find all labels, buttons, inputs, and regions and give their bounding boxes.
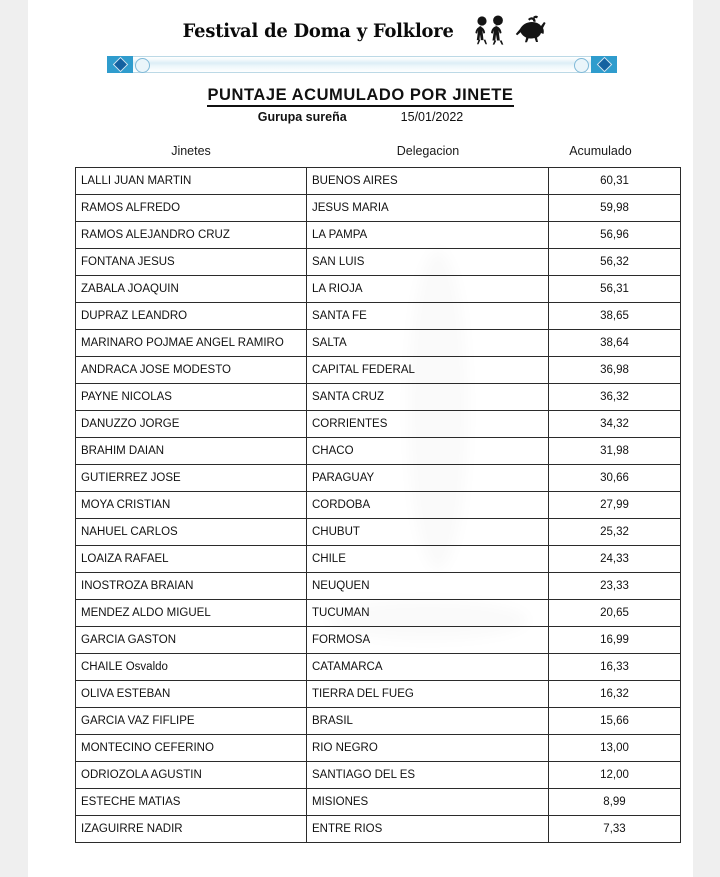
score-table (75, 167, 681, 843)
cell-delegacion: TUCUMAN (307, 600, 549, 627)
medal-ornament-icon (574, 58, 589, 73)
table-row[interactable] (76, 654, 681, 681)
cell-jinete: RAMOS ALFREDO (76, 195, 307, 222)
column-header-delegacion: Delegacion (396, 144, 460, 158)
cell-acumulado: 36,32 (549, 384, 681, 411)
cell-jinete: IZAGUIRRE NADIR (76, 816, 307, 843)
banner-left-ornament (107, 56, 133, 73)
cell-jinete: MONTECINO CEFERINO (76, 735, 307, 762)
festival-masthead (28, 14, 693, 76)
medal-ornament-icon (135, 58, 150, 73)
cell-delegacion: CHACO (307, 438, 549, 465)
cell-jinete: ZABALA JOAQUIN (76, 276, 307, 303)
cell-delegacion: SANTA CRUZ (307, 384, 549, 411)
cell-jinete: INOSTROZA BRAIAN (76, 573, 307, 600)
cell-acumulado: 23,33 (549, 573, 681, 600)
cell-delegacion: LA RIOJA (307, 276, 549, 303)
table-row[interactable] (76, 816, 681, 843)
cell-jinete: CHAILE Osvaldo (76, 654, 307, 681)
cell-jinete: MENDEZ ALDO MIGUEL (76, 600, 307, 627)
table-row[interactable] (76, 357, 681, 384)
cell-acumulado: 34,32 (549, 411, 681, 438)
cell-acumulado: 56,96 (549, 222, 681, 249)
festival-title: Festival de Doma y Folklore (182, 20, 455, 42)
cell-delegacion: CORDOBA (307, 492, 549, 519)
cell-delegacion: MISIONES (307, 789, 549, 816)
cell-delegacion: TIERRA DEL FUEG (307, 681, 549, 708)
cell-jinete: BRAHIM DAIAN (76, 438, 307, 465)
table-row[interactable] (76, 762, 681, 789)
cell-delegacion: SANTA FE (307, 303, 549, 330)
score-table-body (76, 168, 681, 843)
cell-delegacion: JESUS MARIA (307, 195, 549, 222)
cell-acumulado: 7,33 (549, 816, 681, 843)
table-row[interactable] (76, 330, 681, 357)
cell-acumulado: 31,98 (549, 438, 681, 465)
cell-jinete: FONTANA JESUS (76, 249, 307, 276)
table-row[interactable] (76, 303, 681, 330)
table-row[interactable] (76, 492, 681, 519)
cell-delegacion: SANTIAGO DEL ES (307, 762, 549, 789)
cell-acumulado: 59,98 (549, 195, 681, 222)
cell-jinete: ESTECHE MATIAS (76, 789, 307, 816)
cell-acumulado: 30,66 (549, 465, 681, 492)
table-row[interactable] (76, 411, 681, 438)
cell-delegacion: PARAGUAY (307, 465, 549, 492)
cell-delegacion: FORMOSA (307, 627, 549, 654)
cell-acumulado: 56,32 (549, 249, 681, 276)
cell-delegacion: ENTRE RIOS (307, 816, 549, 843)
table-row[interactable] (76, 249, 681, 276)
table-row[interactable] (76, 222, 681, 249)
table-row[interactable] (76, 735, 681, 762)
column-header-acumulado: Acumulado (569, 144, 632, 158)
cell-delegacion: CORRIENTES (307, 411, 549, 438)
table-row[interactable] (76, 627, 681, 654)
table-row[interactable] (76, 168, 681, 195)
cell-acumulado: 38,64 (549, 330, 681, 357)
table-row[interactable] (76, 546, 681, 573)
table-row[interactable] (76, 573, 681, 600)
table-row[interactable] (76, 789, 681, 816)
cell-acumulado: 15,66 (549, 708, 681, 735)
cell-jinete: MOYA CRISTIAN (76, 492, 307, 519)
cell-delegacion: LA PAMPA (307, 222, 549, 249)
cell-jinete: NAHUEL CARLOS (76, 519, 307, 546)
cell-acumulado: 27,99 (549, 492, 681, 519)
cell-acumulado: 36,98 (549, 357, 681, 384)
cell-jinete: DUPRAZ LEANDRO (76, 303, 307, 330)
cell-acumulado: 20,65 (549, 600, 681, 627)
page-title (28, 86, 693, 105)
cell-acumulado: 56,31 (549, 276, 681, 303)
group-label: Gurupa sureña (257, 110, 347, 124)
cell-delegacion: CHUBUT (307, 519, 549, 546)
cell-delegacion: RIO NEGRO (307, 735, 549, 762)
cell-jinete: DANUZZO JORGE (76, 411, 307, 438)
diamond-ornament-icon (112, 57, 128, 73)
cell-delegacion: CAPITAL FEDERAL (307, 357, 549, 384)
cell-acumulado: 25,32 (549, 519, 681, 546)
cell-acumulado: 16,32 (549, 681, 681, 708)
cell-delegacion: NEUQUEN (307, 573, 549, 600)
cell-jinete: OLIVA ESTEBAN (76, 681, 307, 708)
column-header-jinetes: Jinetes (171, 144, 211, 158)
cell-jinete: PAYNE NICOLAS (76, 384, 307, 411)
cell-jinete: MARINARO POJMAE ANGEL RAMIRO (76, 330, 307, 357)
cell-acumulado: 38,65 (549, 303, 681, 330)
cell-delegacion: BUENOS AIRES (307, 168, 549, 195)
cell-delegacion: SALTA (307, 330, 549, 357)
cell-jinete: RAMOS ALEJANDRO CRUZ (76, 222, 307, 249)
cell-jinete: GARCIA GASTON (76, 627, 307, 654)
cell-acumulado: 13,00 (549, 735, 681, 762)
cell-acumulado: 24,33 (549, 546, 681, 573)
cell-acumulado: 16,33 (549, 654, 681, 681)
table-row[interactable] (76, 195, 681, 222)
cell-acumulado: 12,00 (549, 762, 681, 789)
date-label: 15/01/2022 (400, 110, 464, 124)
cell-jinete: ANDRACA JOSE MODESTO (76, 357, 307, 384)
page-title-text: PUNTAJE ACUMULADO POR JINETE (207, 86, 513, 107)
cell-delegacion: SAN LUIS (307, 249, 549, 276)
cell-acumulado: 60,31 (549, 168, 681, 195)
diamond-ornament-icon (596, 57, 612, 73)
gaucho-horse-rider-icon (471, 15, 547, 45)
cell-acumulado: 8,99 (549, 789, 681, 816)
festival-title-row (28, 14, 693, 48)
cell-jinete: ODRIOZOLA AGUSTIN (76, 762, 307, 789)
cell-acumulado: 16,99 (549, 627, 681, 654)
table-row[interactable] (76, 681, 681, 708)
table-row[interactable] (76, 438, 681, 465)
subtitle-row (28, 110, 693, 124)
table-row[interactable] (76, 276, 681, 303)
cell-jinete: LOAIZA RAFAEL (76, 546, 307, 573)
cell-jinete: GARCIA VAZ FIFLIPE (76, 708, 307, 735)
table-row[interactable] (76, 465, 681, 492)
table-row[interactable] (76, 708, 681, 735)
cell-delegacion: CATAMARCA (307, 654, 549, 681)
decorative-banner-rule (133, 56, 591, 73)
table-column-headers (75, 144, 652, 162)
table-row[interactable] (76, 600, 681, 627)
table-row[interactable] (76, 519, 681, 546)
banner-right-ornament (591, 56, 617, 73)
cell-delegacion: BRASIL (307, 708, 549, 735)
cell-jinete: GUTIERREZ JOSE (76, 465, 307, 492)
document-page (28, 0, 693, 877)
cell-delegacion: CHILE (307, 546, 549, 573)
table-row[interactable] (76, 384, 681, 411)
cell-jinete: LALLI JUAN MARTIN (76, 168, 307, 195)
